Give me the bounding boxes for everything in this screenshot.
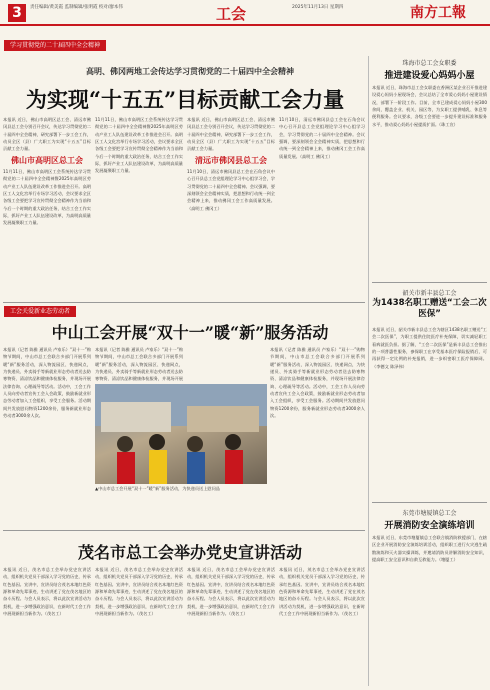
photo-caption: ▲中山市总工会开展“双十一”暖“新”服务活动，为快递员送上慰问品 [95,486,220,491]
side-body-1: 本报讯 近日，珠海市总工会女职委在香洲区某企业召开推进建设爱心妈妈小屋现场会，会议总结了全市爱心妈妈小屋建设情况，部署下一阶段工作。目前，全市已建成爱心妈妈小屋300余间，覆盖企业、机关、园区等，为女职工提供哺乳、休息等便利服务。会议要求，各级工会要进一步提升建设标准和服务水平，推动爱心妈妈小屋提质扩面。（珠工宣） [372,85,487,127]
lead-subhead-2: 清远市佛冈县总工会 [195,155,267,165]
photo-illustration [95,384,267,484]
series-tag: 学习贯彻党的二十届四中全会精神 [4,40,106,51]
lead-body-col2 [95,116,183,296]
maoming-headline: 茂名市总工会举办党史宣讲活动 [77,543,302,562]
story-photo [95,384,267,484]
maoming-body-cont: 本报讯 近日，茂名市总工会举办党史宣讲活动，组织机关党员干部深入学习党的历史，传承红色基因。宣讲中，宣讲员结合茂名本地红色资源和革命先辈事迹，生动讲述了党在茂名地区的奋斗历程。与会人员表示，将以此次宣讲活动为契机，进一步增强政治意识，在新时代工会工作中展现新担当新作为。（茂名工） [95,567,183,617]
side-title-1: 推进建设爱心妈妈小屋 [384,71,475,81]
masthead [0,0,490,28]
lead-headline: 为实现“十五五”目标贡献工会力量 [25,87,345,112]
side-title-2: 为1438名职工赠送“工会二次医保” [372,298,487,319]
lead-body-col3 [187,116,275,296]
side-kicker-1: 珠海市总工会女职委 [402,60,457,67]
maoming-body-col3 [187,566,275,686]
lead-body-col1 [3,116,91,296]
newspaper-logo: 南方工報 [410,5,466,21]
lead-body: 本报讯 近日，佛山市高明区总工会、清远市佛冈县总工会分别召开会议，传达学习贯彻党的二十届四中全会精神，研究部署下一步工会工作，动员全区（县）广大职工为实现“十五五”目标贡献工会力量。 [3,117,91,152]
side-body-3: 本报讯 近日，东莞市塘厦镇总工会联合镇消防救援部门，在辖区企业开展消防安全演练培训活动，组织职工进行火灾逃生疏散演练和灭火器实操训练，并邀请消防员讲解消防安全知识，提高职工安全意识和自救互救能力。（塘厦工） [372,535,487,563]
maoming-body-end: 本报讯 近日，茂名市总工会举办党史宣讲活动，组织机关党员干部深入学习党的历史，传承红色基因。宣讲中，宣讲员结合茂名本地红色资源和革命先辈事迹，生动讲述了党在茂名地区的奋斗历程。与会人员表示，将以此次宣讲活动为契机，进一步增强政治意识，在新时代工会工作中展现新担当新作为。（茂名工） [279,567,365,617]
editor-line: 责任编辑/黄美霞 监制编辑/张明霞 校对/廖本伟 [30,5,123,10]
story-headline: 中山工会开展“双十一”暖“新”服务活动 [51,323,329,342]
lead-body-1: 11月11日，佛山市高明区工会系统传达学习贯彻党的二十届四中全会精神暨2025年高明区劳动产业工人队伍建设改革工作推进会召开。高明区工人文化宫举行专场学习活动，会议要求全区各级工会要把学习宣传贯彻全会精神作为当前和今后一个时期的重大政治任务，结合工会工作实际，抓好产业工人队伍建设改革，为高明高质量发展凝聚职工力量。 [3,169,91,226]
maoming-body: 本报讯 近日，茂名市总工会举办党史宣讲活动，组织机关党员干部深入学习党的历史，传承红色基因。宣讲中，宣讲员结合茂名本地红色资源和革命先辈事迹，生动讲述了党在茂名地区的奋斗历程。与会人员表示，将以此次宣讲活动为契机，进一步增强政治意识，在新时代工会工作中展现新担当新作为。（茂名工） [3,567,91,617]
story-body-end: 本报讯（记者 陈雅 通讯员 卢家乐）“双十一”购物节期间，中山市总工会联合多部门开展系列暖“新”服务活动，深入物流园区、快递网点，为快递员、外卖骑手等新就业形态劳动者送去防寒物资、清凉饮品和健康体检服务，并现场开展法律咨询、心理疏导等活动。活动中，工会工作人员向劳动者宣传工会入会政策，鼓励新就业形态劳动者加入工会组织，享受工会服务。活动期间共发放慰问物资1200余份，服务新就业形态劳动者3000余人次。 [270,347,365,419]
lead-body-2: 11月10日，清远市佛冈县总工会在石角会议中心召开县总工会党组理论学习中心组学习会，学习贯彻党的二十届四中全会精神。会议强调，要深刻领会全会精神实质，把思想和行动统一到全会精神上来，推动佛冈工会工作高质量发展。（高明工 佛冈工） [187,169,275,211]
side-body-2: 本报讯 近日，韶关市新丰县总工会为辖区1438名职工赠送“工会二次医保”，为职工提供住院医疗补充保障，切实减轻职工看病就医负担。据了解，“工会二次医保”是新丰县总工会推出的一项普惠性服务，参保职工在享受基本医疗保险报销后，可再获得一定比例的补充报销，进一步织密职工医疗保障网。（李德文 陈泽伟） [372,327,487,369]
page-number-badge: 3 [8,4,26,22]
story-tag: 工会关爱新业态劳动者 [4,306,76,317]
maoming-body-col1 [3,566,91,686]
maoming-body-cont2: 本报讯 近日，茂名市总工会举办党史宣讲活动，组织机关党员干部深入学习党的历史，传承红色基因。宣讲中，宣讲员结合茂名本地红色资源和革命先辈事迹，生动讲述了党在茂名地区的奋斗历程。与会人员表示，将以此次宣讲活动为契机，进一步增强政治意识，在新时代工会工作中展现新担当新作为。（茂名工） [187,567,275,617]
lead-subhead-1: 佛山市高明区总工会 [11,155,83,165]
lead-body-2-intro: 本报讯 近日，佛山市高明区总工会、清远市佛冈县总工会分别召开会议，传达学习贯彻党的二十届四中全会精神，研究部署下一步工会工作，动员全区（县）广大职工为实现“十五五”目标贡献工会力量。 [187,117,275,152]
side-title-3: 开展消防安全演练培训 [384,521,475,531]
story-body-col1 [3,346,91,526]
lead-kicker: 高明、佛冈两地工会传达学习贯彻党的二十届四中全会精神 [86,67,294,76]
lead-body-col4 [279,116,365,296]
side-kicker-2: 韶关市新丰县总工会 [402,290,457,297]
story-body-cont: 本报讯（记者 陈雅 通讯员 卢家乐）“双十一”购物节期间，中山市总工会联合多部门开展系列暖“新”服务活动，深入物流园区、快递网点，为快递员、外卖骑手等新就业形态劳动者送去防寒物资、清凉饮品和健康体检服务，并现场开展 [95,347,183,382]
issue-date: 2025年11月13日 星期四 [292,5,344,10]
story-body-col3 [270,346,365,526]
maoming-body-col2 [95,566,183,686]
side-kicker-3: 东莞市塘厦镇总工会 [402,510,457,517]
section-title: 工会 [216,5,247,23]
lead-body-2-cont: 11月10日，清远市佛冈县总工会在石角会议中心召开县总工会党组理论学习中心组学习会，学习贯彻党的二十届四中全会精神。会议强调，要深刻领会全会精神实质，把思想和行动统一到全会精神上来，推动佛冈工会工作高质量发展。（高明工 佛冈工） [279,117,365,159]
maoming-body-col4 [279,566,365,686]
story-body: 本报讯（记者 陈雅 通讯员 卢家乐）“双十一”购物节期间，中山市总工会联合多部门开展系列暖“新”服务活动，深入物流园区、快递网点，为快递员、外卖骑手等新就业形态劳动者送去防寒物资、清凉饮品和健康体检服务，并现场开展法律咨询、心理疏导等活动。活动中，工会工作人员向劳动者宣传工会入会政策，鼓励新就业形态劳动者加入工会组织，享受工会服务。活动期间共发放慰问物资1200余份，服务新就业形态劳动者3000余人次。 [3,347,91,419]
lead-body-1-cont: 11月11日，佛山市高明区工会系统传达学习贯彻党的二十届四中全会精神暨2025年高明区劳动产业工人队伍建设改革工作推进会召开。高明区工人文化宫举行专场学习活动，会议要求全区各级工会要把学习宣传贯彻全会精神作为当前和今后一个时期的重大政治任务，结合工会工作实际，抓好产业工人队伍建设改革，为高明高质量发展凝聚职工力量。 [95,117,183,174]
